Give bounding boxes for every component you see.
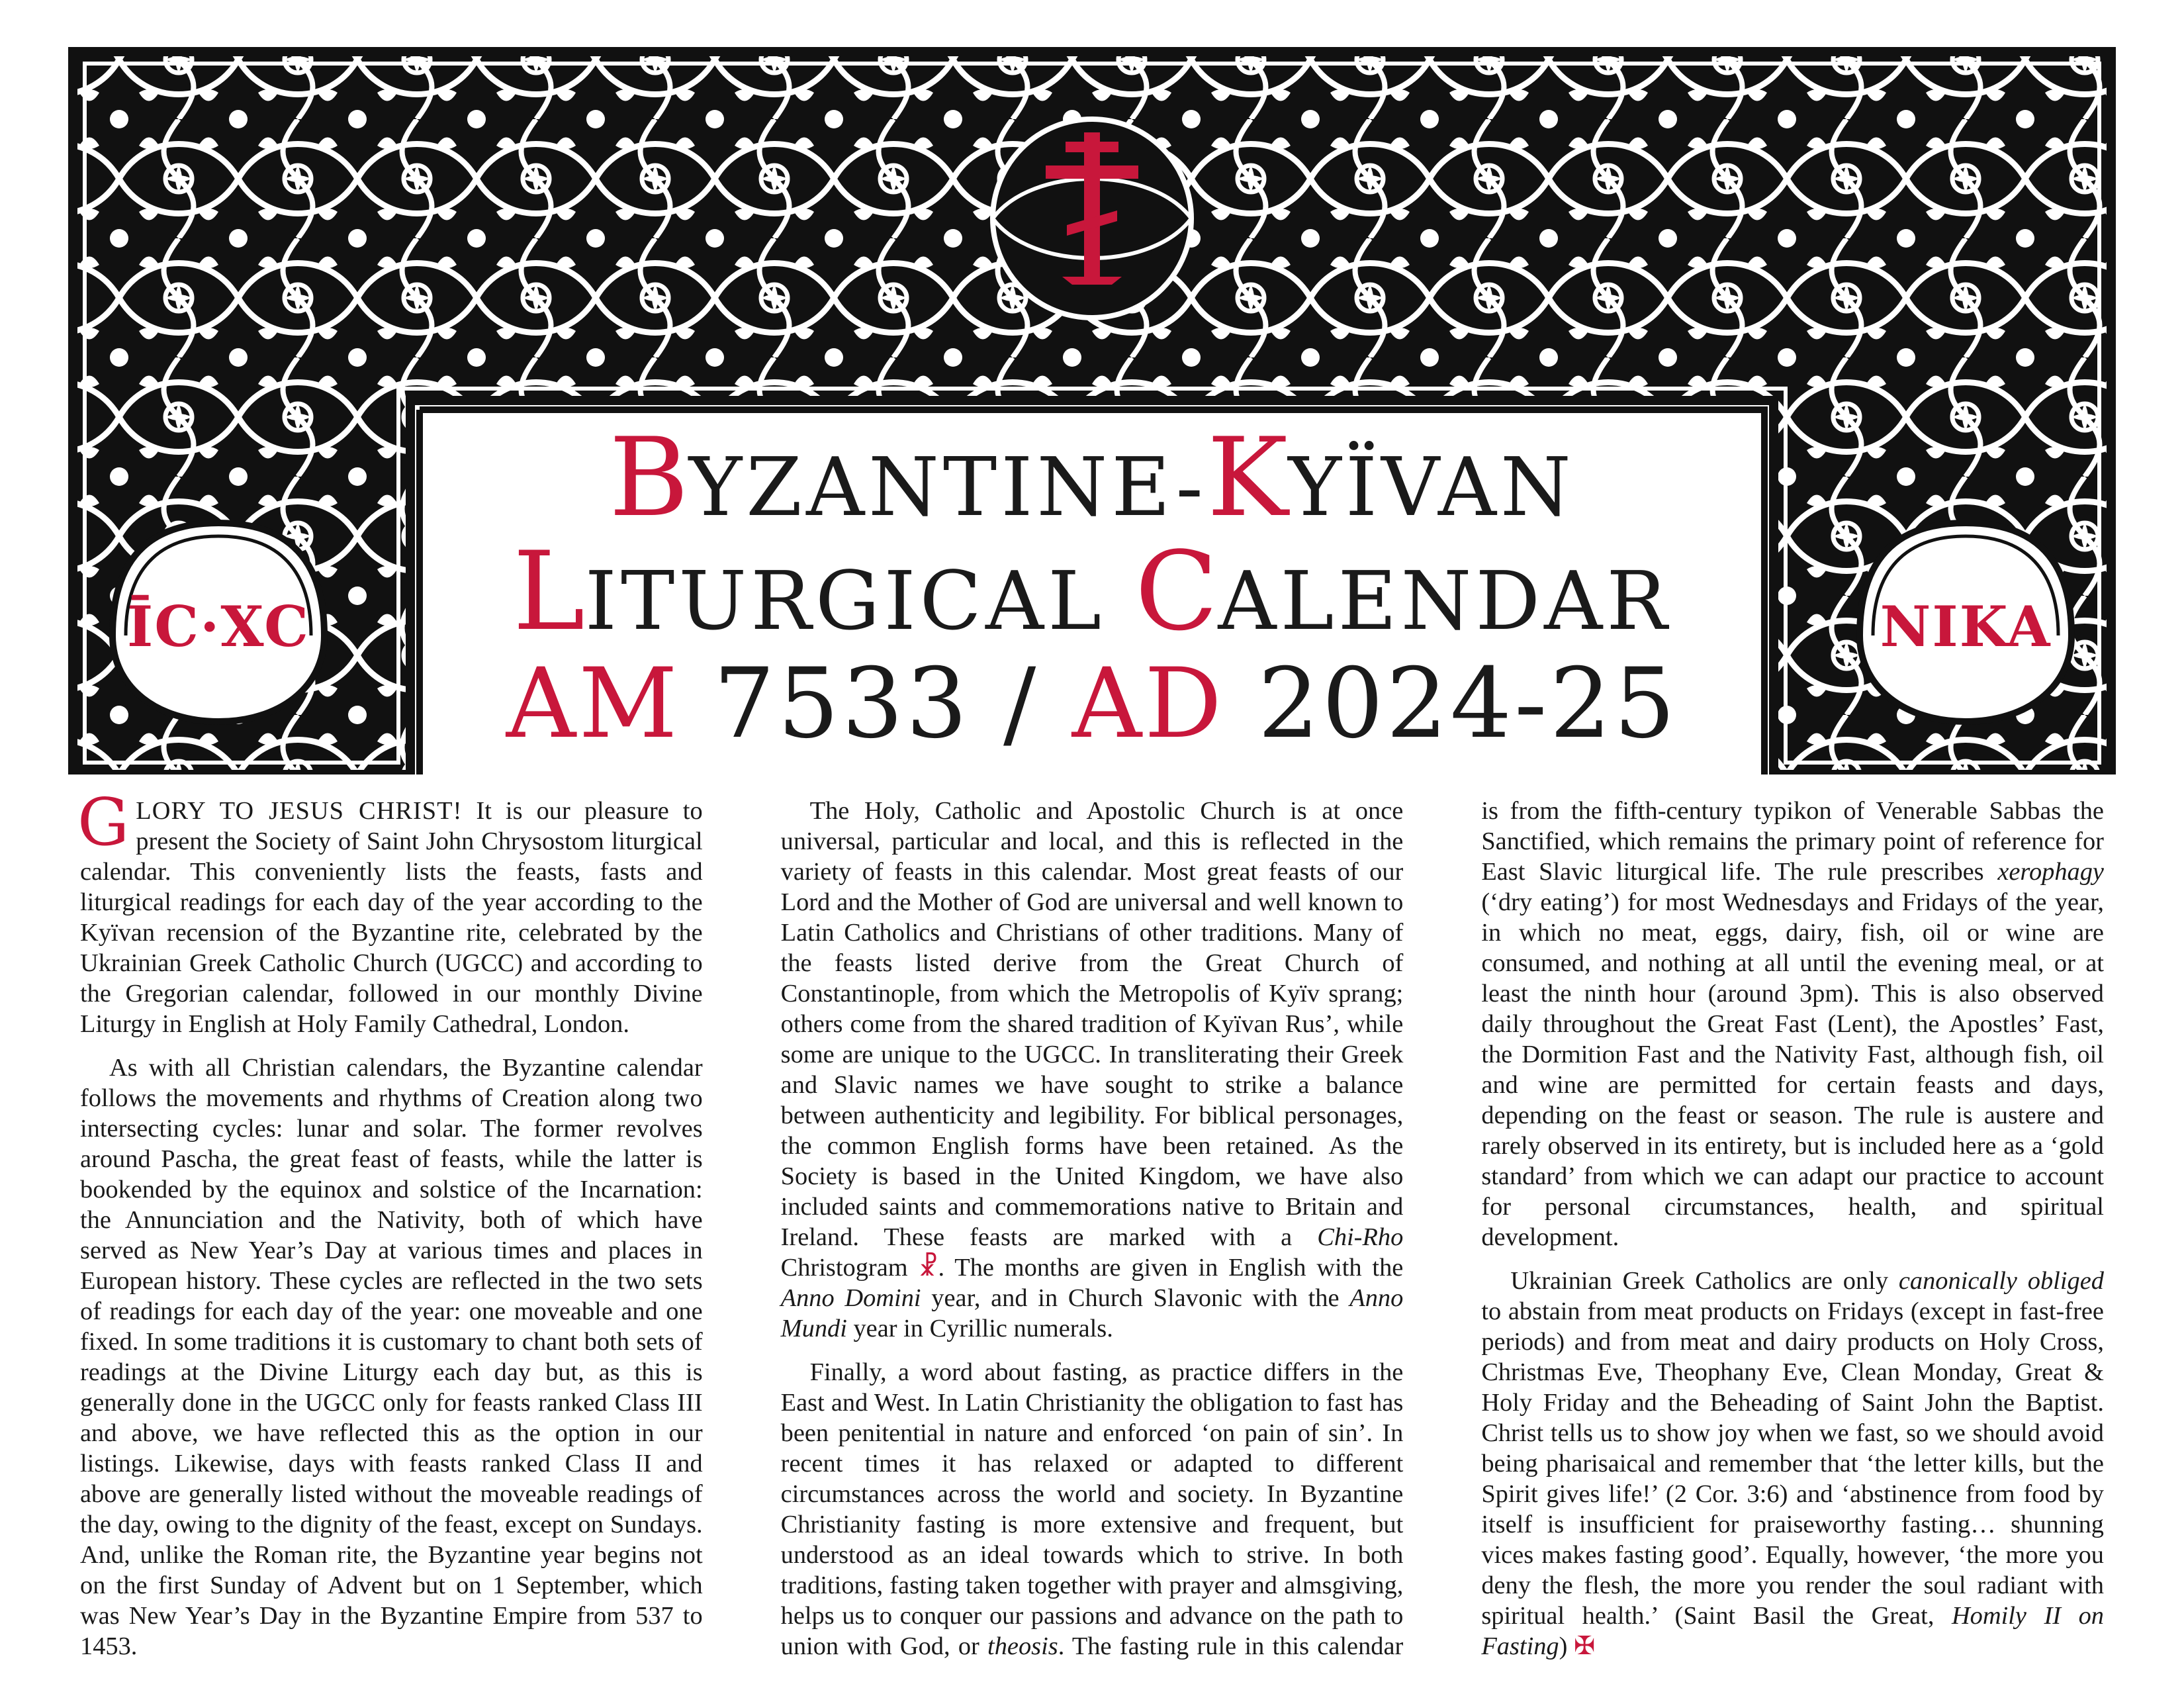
- title-initial-l: L: [512, 528, 585, 655]
- era-ad: AD: [1071, 647, 1225, 760]
- title-initial-k: K: [1206, 414, 1289, 541]
- obligations-text-c: ): [1559, 1632, 1568, 1660]
- feasts-text-a: The Holy, Catholic and Apostolic Church is at once universal, particular and local, and this is reflected in the variety of feasts in this calendar. Most great feasts of our Lord and the Mother of God are universal and well known to Latin Catholics and Christians of other traditions. Many of the feasts listed derive from the Great Church of Constantinople, from which the Metropolis of Kyïv sprang; others come from the shared tradition of Kyïvan Rus’, while some are unique to the UGCC. In transliterating their Greek and Slavic names we have sought to strike a balance between authenticity and legibility. For biblical personages, the common English forms have been retained. As the Society is based in the United Kingdom, we have also included saints and commemorations native to Britain and Ireland. These feasts are marked with a: [780, 797, 1404, 1251]
- theosis-term: theosis: [987, 1632, 1058, 1660]
- xerophagy-term: xerophagy: [1997, 858, 2104, 886]
- fasting-text-c: (‘dry eating’) for most Wednesdays and Fridays of the year, in which no meat, eggs, dairy, fish, oil or wine are consumed, and nothing at all until the evening meal, or at least the ninth hour (around 3pm). This is also observed daily throughout the Great Fast (Lent), the Apostles’ Fast, the Dormition Fast and the Nativity Fast, although fish, oil and wine are permitted for certain feasts and days, depending on the feast or season. The rule is austere and rarely observed in its entirety, but is included here as a ‘gold standard’ from which we can adapt our practice to account for personal circumstances, health, and spiritual development.: [1481, 888, 2104, 1251]
- monogram-nika: NIKA: [1880, 594, 2052, 659]
- canonically-obliged-term: canonically obliged: [1898, 1267, 2104, 1295]
- title-initial-c: C: [1134, 528, 1218, 655]
- paragraph-obligations: [1481, 1266, 2104, 1662]
- feasts-text-d: year, and in Church Slavonic with the: [921, 1284, 1350, 1312]
- era-am: AM: [506, 647, 680, 760]
- anno-domini-term: Anno Domini: [780, 1284, 921, 1312]
- intro-lead: LORY TO JESUS CHRIST!: [136, 797, 463, 825]
- cross-end-icon: ✠: [1574, 1632, 1596, 1660]
- homily-title: Homily II on Fasting: [1481, 1602, 2104, 1660]
- feasts-text-b: Christogram: [780, 1254, 919, 1282]
- title-word-liturgical: ITURGICAL: [584, 554, 1135, 648]
- chi-rho-icon: ☧: [918, 1254, 938, 1282]
- title-word-kyivan: YÏVAN: [1288, 440, 1575, 534]
- title-line-3: [424, 647, 1760, 760]
- anno-mundi-term: Anno Mundi: [780, 1284, 1404, 1342]
- obligations-text-a: Ukrainian Greek Catholics are only: [1510, 1267, 1899, 1295]
- title-line-1: [424, 414, 1760, 541]
- paragraph-introduction: [77, 785, 703, 1039]
- obligations-text-b: to abstain from meat products on Fridays (except in fast-free periods) and from meat and dairy products on Holy Cross, Christmas Eve, Theophany Eve, Clean Monday, Great & Holy Friday and the Beheading of Saint John the Baptist. Christ tells us to show joy when we fast, so we should avoid being pharisaical and remember that ‘the letter kills, but the Spirit gives life!’ (2 Cor. 3:6) and ‘abstinence from food by itself is insufficient for praiseworthy fasting… shunning vices makes fasting good’. Equally, however, ‘the more you deny the flesh, the more you render the soul radiant with spiritual health.’ (Saint Basil the Great,: [1481, 1297, 2104, 1630]
- chi-rho-term: Chi-Rho: [1317, 1223, 1404, 1251]
- title-word-byzantine: YZANTINE-: [688, 440, 1207, 534]
- fasting-text-a: Finally, a word about fasting, as practice differs in the East and West. In Latin Christianity the obligation to fast has been penitential in nature and enforced ‘on pain of sin’. In recent times it has relaxed or adapted to different circumstances across the world and society. In Byzantine Christianity fasting is more extensive and frequent, but understood as an ideal towards which to strive. In both traditions, fasting taken together with prayer and almsgiving, helps us to conquer our passions and advance on the path to union with God, or: [780, 1358, 1404, 1660]
- feasts-text-c: . The months are given in English with the: [938, 1254, 1404, 1282]
- orthodox-cross-icon: [993, 119, 1191, 318]
- paragraph-feasts: [781, 796, 1404, 1344]
- intro-text: It is our pleasure to present the Society of Saint John Chrysostom liturgical calendar. This conveniently lists the feasts, fasts and liturgical readings for each day of the year according to the Kyïvan recension of the Byzantine rite, celebrated by the Ukrainian Greek Catholic Church (UGCC) and according to the Gregorian calendar, followed in our monthly Divine Liturgy in English at Holy Family Cathedral, London.: [80, 797, 703, 1038]
- feasts-text-e: year in Cyrillic numerals.: [846, 1315, 1113, 1342]
- title-initial-b: B: [609, 414, 689, 541]
- fasting-text-b: . The fasting rule in this calendar is from the fifth-century typikon of Venerable Sabbas the Sanctified, which remains the primary point of reference for East Slavic liturgical life. The rule prescribes: [1058, 797, 2104, 1660]
- year-ad: 2024-25: [1257, 647, 1678, 760]
- drop-cap: G: [77, 785, 130, 861]
- monogram-ic-xc: ĪC·XC: [127, 594, 310, 659]
- title-line-2: [424, 528, 1760, 655]
- title-word-calendar: ALENDAR: [1218, 554, 1672, 648]
- year-am: 7533 /: [713, 647, 1072, 760]
- body-columns: [77, 785, 2104, 1663]
- paragraph-cycles: As with all Christian calendars, the Byzantine calendar follows the movements and rhythms of Creation along two intersecting cycles: lunar and solar. The former revolves around Pascha, the great feast of feasts, while the latter is bookended by the equinox and solstice of the Incarnation: the Annunciation and the Nativity, both of which have served as New Year’s Day at various times and places in European history. These cycles are reflected in the two sets of readings for each day of the year: one moveable and one fixed. In some traditions it is customary to chant both sets of readings at the Divine Liturgy each day but, as this is generally done in the UGCC only for feasts ranked Class III and above, we have reflected this as the option in our listings. Likewise, days with feasts ranked Class II and above are generally listed without the moveable readings of the day, owing to the dignity of the feast, except on Sundays. And, unlike the Roman rite, the Byzantine year begins not on the first Sunday of Advent but on 1 September, which was New Year’s Day in the Byzantine Empire from 537 to 1453.: [80, 1054, 703, 1660]
